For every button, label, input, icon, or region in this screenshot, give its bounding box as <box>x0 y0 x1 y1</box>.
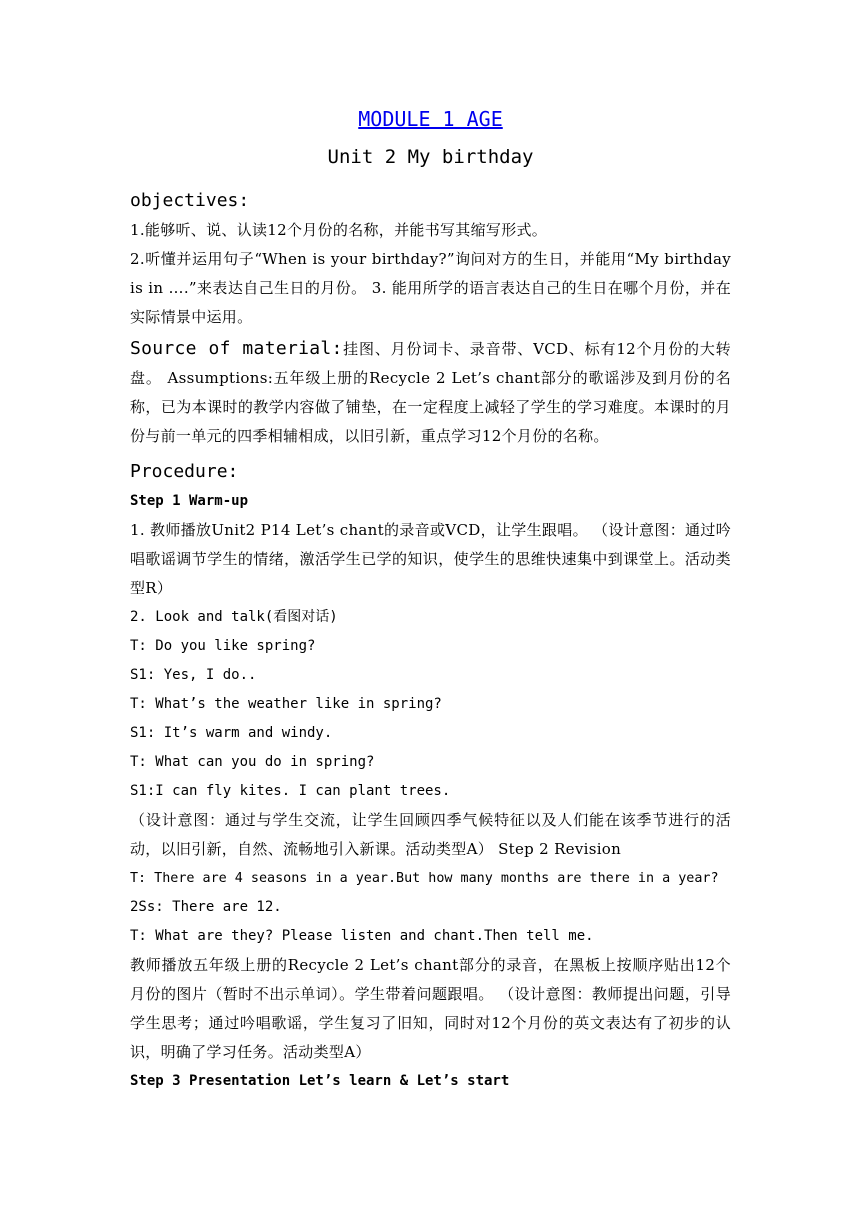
dialog-line: T: Do you like spring? <box>130 638 316 654</box>
objectives-heading: objectives: <box>130 190 250 211</box>
source-label: Source of material: <box>130 338 343 359</box>
source-paragraph <box>130 334 731 451</box>
revision-line: 2Ss: There are 12. <box>130 899 282 915</box>
dialog-line: T: What can you do in spring? <box>130 754 375 770</box>
document-page <box>130 104 731 1096</box>
procedure-heading: Procedure: <box>130 461 239 482</box>
dialog-line: T: What’s the weather like in spring? <box>130 696 442 712</box>
revision-text: 教师播放五年级上册的Recycle 2 Let’s chant部分的录音，在黑板上按顺序贴出12个月份的图片（暂时不出示单词）。学生带着问题跟唱。 （设计意图：教师提出问题，引导学生思考；通过吟唱歌谣，学生复习了旧知，同时对12个月份的英文表达有了初步的认识，明确了学习任务。活动类型A） <box>130 956 731 1061</box>
dialog-line: S1: It’s warm and windy. <box>130 725 333 741</box>
unit-title: Unit 2 My birthday <box>327 146 534 168</box>
dialog-line: S1:I can fly kites. I can plant trees. <box>130 783 451 799</box>
step1-text: 1. 教师播放Unit2 P14 Let’s chant的录音或VCD，让学生跟唱。 （设计意图：通过吟唱歌谣调节学生的情绪，激活学生已学的知识，使学生的思维快速集中到课堂上。活动类型R） <box>130 521 731 597</box>
design-note: （设计意图：通过与学生交流，让学生回顾四季气候特征以及人们能在该季节进行的活动，以旧引新，自然、流畅地引入新课。活动类型A） Step 2 Revision <box>130 811 731 858</box>
dialog-line: S1: Yes, I do.. <box>130 667 257 683</box>
module-title-link[interactable]: MODULE 1 AGE <box>358 107 503 131</box>
source-text: 挂图、月份词卡、录音带、VCD、标有12个月份的大转盘。 Assumptions:五年级上册的Recycle 2 Let’s chant部分的歌谣涉及到月份的名称，已为本课时的教学内容做了铺垫，在一定程度上减轻了学生的学习难度。本课时的月份与前一单元的四季相辅相成，以旧引新，重点学习12个月份的名称。 <box>130 340 731 445</box>
step1-title: Step 1 Warm-up <box>130 493 249 509</box>
revision-line: T: What are they? Please listen and chant.Then tell me. <box>130 928 594 944</box>
step3-title: Step 3 Presentation Let’s learn & Let’s start <box>130 1073 510 1089</box>
revision-line: T: There are 4 seasons in a year.But how many months are there in a year? <box>130 871 719 886</box>
look-talk-line: 2. Look and talk(看图对话) <box>130 609 338 625</box>
objective-item-1: 1.能够听、说、认读12个月份的名称，并能书写其缩写形式。 <box>130 221 548 239</box>
objective-item-2: 2.听懂并运用句子“When is your birthday?”询问对方的生日，并能用“My birthday is in ….”来表达自己生日的月份。 3. 能用所学的语言表达自己的生日在哪个月份，并在实际情景中运用。 <box>130 250 731 326</box>
